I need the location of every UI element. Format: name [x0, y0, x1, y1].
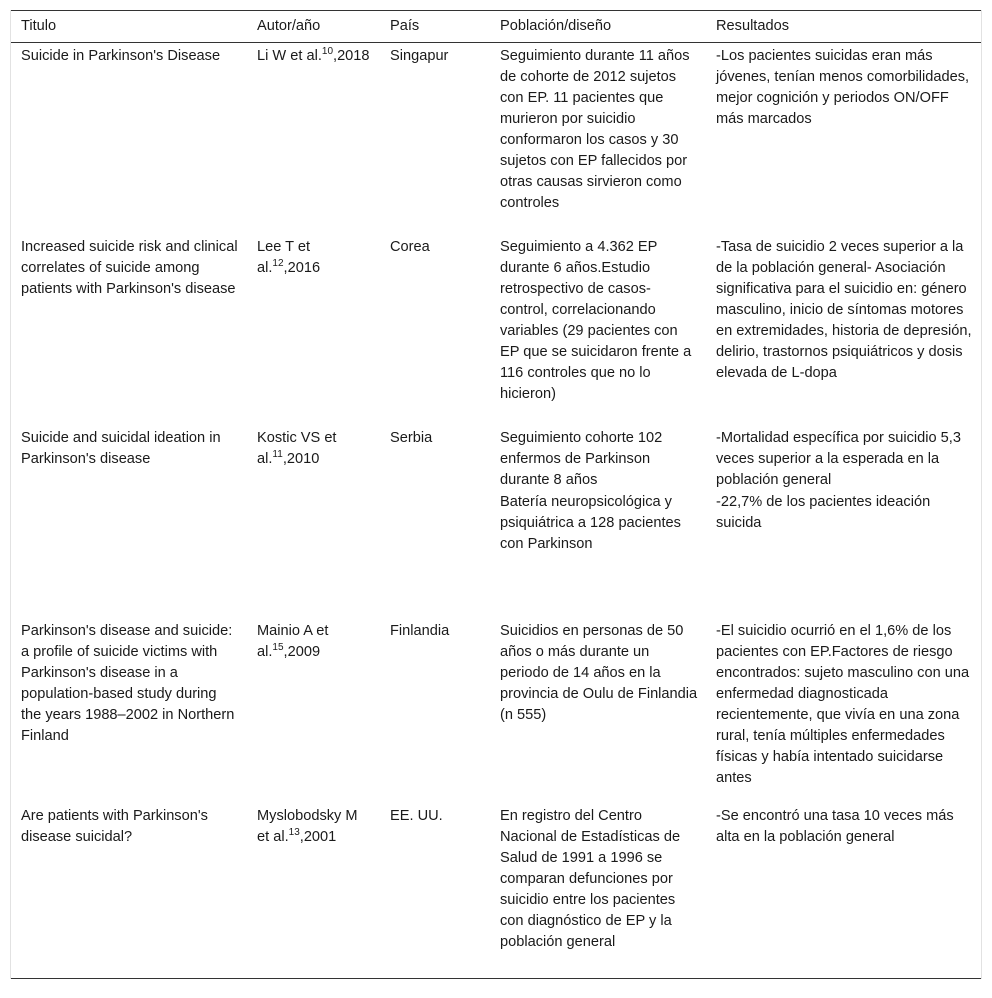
header-titulo: Titulo — [21, 18, 57, 34]
cell-title: Suicide and suicidal ideation in Parkinson's disease — [21, 429, 221, 467]
cell-author-year — [247, 425, 380, 618]
cell-title: Suicide in Parkinson's Disease — [21, 48, 221, 64]
cell-author-year — [247, 803, 380, 979]
cell-title: Increased suicide risk and clinical correlates of suicide among patients with Parkinson's disease — [21, 238, 238, 297]
author-name: Myslobodsky M et al. — [257, 807, 358, 845]
reference-number: 11 — [272, 448, 283, 460]
header-poblacion-diseno: Población/diseño — [500, 18, 612, 34]
cell-country: Serbia — [390, 429, 433, 446]
cell-population-design — [490, 803, 706, 979]
author-name: Kostic VS et al. — [257, 429, 337, 467]
results-table — [11, 10, 981, 979]
author-name: Mainio A et al. — [257, 622, 329, 660]
cell-results — [706, 234, 981, 425]
cell-title: Parkinson's disease and suicide: a profile of suicide victims with Parkinson's disease in a population-based study during the years 1988–2002 in Northern Finland — [21, 622, 235, 744]
cell-results — [706, 425, 981, 618]
population-paragraph: En registro del Centro Nacional de Estadísticas de Salud de 1991 a 1996 se comparan defunciones por suicidio entre los pacientes con diagnóstico de EP y la población general — [500, 807, 681, 950]
header-resultados: Resultados — [716, 18, 790, 34]
cell-population-design — [490, 425, 706, 618]
cell-author-year — [247, 234, 380, 425]
cell-title: Are patients with Parkinson's disease suicidal? — [21, 807, 208, 845]
population-paragraph: Seguimiento durante 11 años de cohorte de 2012 sujetos con EP. 11 pacientes que murieron por suicidio conformaron los casos y 30 sujetos con EP fallecidos por otras causas sirvieron como controles — [500, 48, 690, 211]
table-row — [11, 618, 981, 803]
cell-country: EE. UU. — [390, 807, 443, 824]
cell-results — [706, 803, 981, 979]
table-body — [11, 43, 981, 979]
publication-year: ,2018 — [333, 48, 370, 64]
cell-author-year — [247, 43, 380, 234]
reference-number: 13 — [288, 826, 300, 838]
table-row — [11, 425, 981, 618]
population-paragraph: Batería neuropsicológica y psiquiátrica a 128 pacientes con Parkinson — [500, 493, 681, 552]
cell-author-year — [247, 618, 380, 803]
population-paragraph: Seguimiento cohorte 102 enfermos de Parkinson durante 8 años — [500, 429, 663, 488]
reference-number: 12 — [272, 257, 284, 269]
cell-country: Singapur — [390, 48, 449, 64]
publication-year: ,2001 — [299, 828, 337, 845]
results-paragraph: -Tasa de suicidio 2 veces superior a la de la población general- Asociación significativa para el suicidio en: género masculino, inicio de síntomas motores en extremidades, historia de depresión, delirio, trastornos psiquiátricos y dosis elevada de L-dopa — [716, 238, 972, 381]
table-header-row — [11, 11, 981, 43]
cell-population-design — [490, 618, 706, 803]
publication-year: ,2009 — [283, 643, 321, 660]
results-paragraph: -Mortalidad específica por suicidio 5,3 veces superior a la esperada en la población general — [716, 429, 961, 488]
cell-results — [706, 618, 981, 803]
reference-number: 15 — [272, 641, 284, 653]
header-pais: País — [390, 18, 420, 34]
cell-results — [706, 43, 981, 234]
author-name: Li W et al. — [257, 48, 322, 64]
cell-country: Corea — [390, 238, 430, 255]
table-row — [11, 234, 981, 425]
publication-year: ,2016 — [283, 259, 321, 276]
table-row — [11, 43, 981, 234]
publication-year: ,2010 — [282, 450, 320, 467]
cell-population-design — [490, 43, 706, 234]
cell-population-design — [490, 234, 706, 425]
cell-country: Finlandia — [390, 622, 450, 639]
population-paragraph: Suicidios en personas de 50 años o más durante un periodo de 14 años en la provincia de Oulu de Finlandia (n 555) — [500, 622, 698, 723]
results-paragraph: -22,7% de los pacientes ideación suicida — [716, 493, 931, 531]
reference-number: 10 — [321, 46, 334, 57]
results-paragraph: -Los pacientes suicidas eran más jóvenes, tenían menos comorbilidades, mejor cognición y periodos ON/OFF más marcados — [716, 48, 970, 127]
results-paragraph: -El suicidio ocurrió en el 1,6% de los pacientes con EP.Factores de riesgo encontrados: sujeto masculino con una enfermedad diagnosticada recientemente, que vivía en una zona rural, tenía múltiples enfermedades físicas y había intentado suicidarse antes — [716, 622, 970, 786]
header-autor-ano: Autor/año — [257, 18, 321, 34]
results-table-container — [10, 10, 982, 979]
population-paragraph: Seguimiento a 4.362 EP durante 6 años.Estudio retrospectivo de casos-control, correlacionando variables (29 pacientes con EP que se suicidaron frente a 116 controles que no lo hicieron) — [500, 238, 692, 402]
table-row — [11, 803, 981, 979]
results-paragraph: -Se encontró una tasa 10 veces más alta en la población general — [716, 807, 954, 845]
author-name: Lee T et al. — [257, 238, 311, 276]
